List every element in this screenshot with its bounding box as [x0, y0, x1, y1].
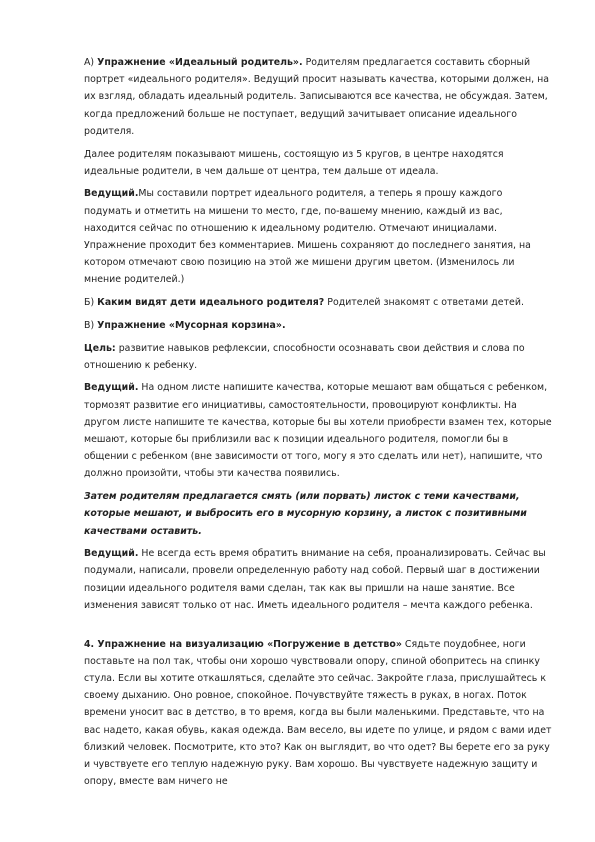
paragraph-text: Мы составили портрет идеального родителя, а теперь я прошу каждого подумать и отметить на мишени то место, где, по-вашему мнению, каждый из вас, находится сейчас по отношению к идеальному родителю. Отмечают инициалами. Упражнение проходит без комментариев. Мишень сохраняют до последнего занятия, на котором отмечают свою позицию на этой же мишени другим цветом. (Изменилось ли мнение родителей.) — [84, 188, 531, 286]
paragraph-target-description — [84, 146, 552, 180]
paragraph-text: Родителям предлагается составить сборный портрет «идеального родителя». Ведущий просит называть качества, которыми должен, на их взгляд, обладать идеальный родитель. Записываются все качества, не обсуждая. Затем, когда предложений больше не поступает, ведущий зачитывает описание идеального родителя. — [84, 57, 550, 137]
paragraph-text: Родителей знакомят с ответами детей. — [324, 297, 524, 309]
paragraph-host-qualities — [84, 379, 552, 482]
speaker-label: Ведущий. — [84, 382, 139, 394]
exercise-title: Упражнение «Идеальный родитель». — [97, 57, 303, 68]
paragraph-text: На одном листе напишите качества, которые мешают вам общаться с ребенком, тормозят развитие его инициативы, самостоятельности, провоцируют конфликты. На другом листе напишите те качества, которые бы вы хотели приобрести взамен тех, которые мешают, которые бы приблизили вас к позиции идеального родителя, помогли бы в общении с ребенком (вне зависимости от того, могу я это сделать или нет), напишите, что должно произойти, чтобы эти качества появились. — [84, 382, 552, 480]
paragraph-prefix: Б) — [84, 297, 98, 309]
paragraph-host-conclusion — [84, 545, 552, 614]
paragraph-children-view — [84, 294, 552, 311]
paragraph-text: Не всегда есть время обратить внимание на себя, проанализировать. Сейчас вы подумали, написали, провели определенную работу над собой. Первый шаг в достижении позиции идеального родителя вами сделан, так как вы пришли на наше занятие. Все изменения зависят только от нас. Иметь идеального родителя – мечта каждого ребенка. — [84, 548, 546, 611]
paragraph-text: Сядьте поудобнее, ноги поставьте на пол так, чтобы они хорошо чувствовали опору, спиной обопритесь на спинку стула. Если вы хотите откашляться, сделайте это сейчас. Закройте глаза, прислушайтесь к своему дыханию. Оно ровное, спокойное. Почувствуйте тяжесть в руках, в ногах. Поток времени уносит вас в детство, в то время, когда вы были маленькими. Представьте, что на вас надето, какая обувь, какая одежда. Вам весело, вы идете по улице, и рядом с вами идет близкий человек. Посмотрите, кто это? Как он выглядит, во что одет? Вы берете его за руку и чувствуете его теплую надежную руку. Вам хорошо. Вы чувствуете надежную защиту и опору, вместе вам ничего не — [84, 638, 552, 788]
paragraph-goal — [84, 340, 552, 374]
paragraph-ideal-parent-exercise — [84, 54, 552, 140]
paragraph-prefix: А) — [84, 57, 98, 68]
paragraph-text: развитие навыков рефлексии, способности осознавать свои действия и слова по отношению к ребенку. — [84, 342, 525, 371]
paragraph-crumple-instruction — [84, 488, 552, 540]
speaker-label: Ведущий. — [84, 548, 139, 560]
document-page — [84, 54, 552, 796]
section-question: Каким видят дети идеального родителя? — [97, 297, 325, 309]
paragraph-gap — [84, 620, 552, 636]
paragraph-prefix: В) — [84, 319, 98, 331]
paragraph-text: Далее родителям показывают мишень, состоящую из 5 кругов, в центре находятся идеальные родители, в чем дальше от центра, тем дальше от идеала. — [84, 148, 504, 177]
exercise-title: 4. Упражнение на визуализацию «Погружение в детство» — [84, 638, 402, 650]
paragraph-host-target — [84, 185, 552, 288]
paragraph-trash-exercise-title — [84, 317, 552, 334]
exercise-title: Упражнение «Мусорная корзина». — [97, 319, 286, 331]
goal-label: Цель: — [84, 342, 116, 354]
instruction-text: Затем родителям предлагается смять (или порвать) листок с теми качествами, которые мешают, и выбросить его в мусорную корзину, а листок с позитивными качествами оставить. — [84, 491, 527, 537]
speaker-label: Ведущий. — [84, 188, 139, 200]
paragraph-visualization-exercise — [84, 636, 552, 791]
